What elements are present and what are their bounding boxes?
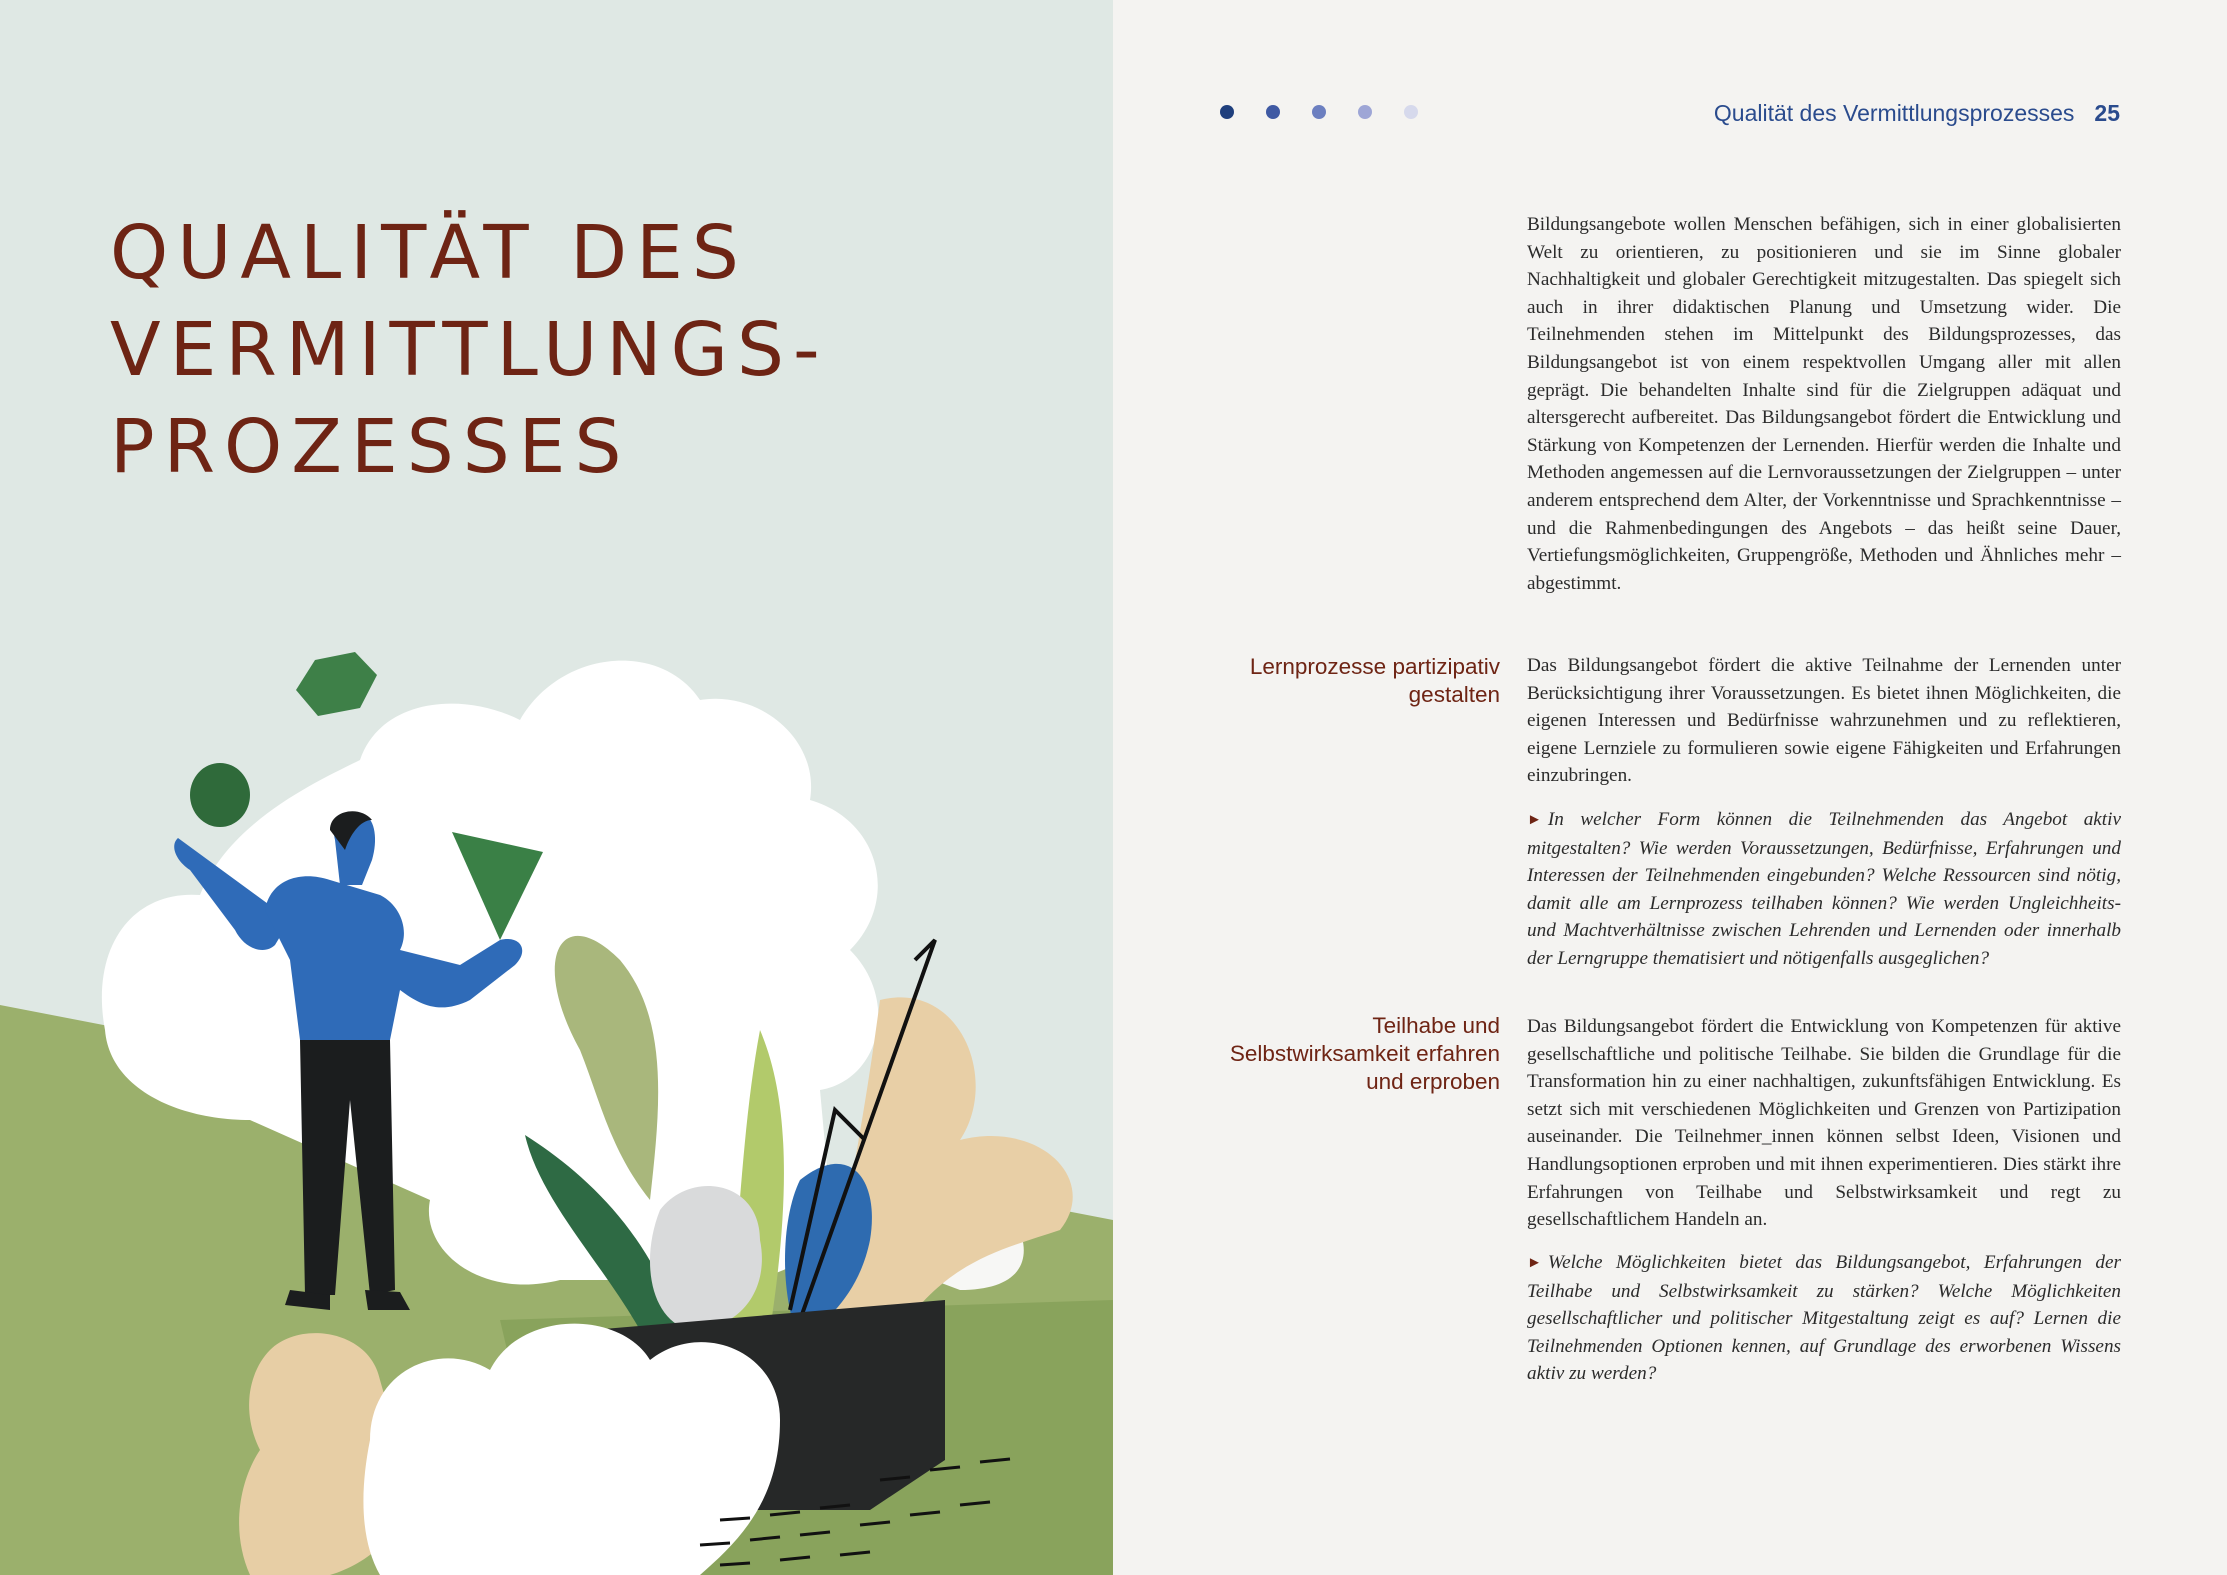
green-circle-shape [190,763,250,827]
question-text: In welcher Form können die Teilnehmenden das Angebot aktiv mitgestalten? Wie werden Voraussetzungen, Bedürfnisse, Erfahrungen und Interessen der Teilnehmenden eingebunden? Welche Ressourcen sind nötig, damit alle am Lernprozess teilhaben können? Wie werden Ungleichheits- und Machtverhältnisse zwischen Lehrenden und Lernenden oder innerhalb der Lerngruppe thematisiert und nötigenfalls ausgeglichen? [1527,809,2121,969]
progress-dot-1 [1220,105,1234,119]
progress-dot-2 [1266,105,1280,119]
section-question-participation [1527,806,2121,973]
section-heading-participation-self-efficacy: Teilhabe und Selbstwirksamkeit erfahren und erproben [1229,1013,1500,1094]
progress-dot-5 [1404,105,1418,119]
chapter-title-line-1: QUALITÄT DES [110,210,748,296]
running-head [1714,100,2120,127]
left-page [0,0,1113,1575]
pointer-arrow-icon: ► [1527,812,1542,828]
progress-dot-3 [1312,105,1326,119]
green-hexagon-shape [296,652,377,716]
page-number: 25 [2094,100,2120,126]
chapter-title [110,205,829,496]
chapter-title-line-2: VERMITTLUNGS- [110,307,829,393]
section-text-self-efficacy: Das Bildungsangebot fördert die Entwicklung von Kompetenzen für aktive gesellschaftliche und politische Teilhabe. Sie bilden die Grundlage für die Transformation hin zu einer nachhaltigen, zukunftsfähigen Entwicklung. Es setzt sich mit verschiedenen Möglichkeiten und Grenzen von Partizipation auseinander. Die Teilnehmer_innen können selbst Ideen, Visionen und Handlungsoptionen erproben und mit ihnen experimentieren. Dies stärkt ihre Erfahrungen von Teilhabe und Selbstwirksamkeit und regt zu gesellschaftlichem Handeln an. [1527,1016,2121,1231]
running-head-title: Qualität des Vermittlungsprozesses [1713,100,2075,126]
chapter-title-line-3: PROZESSES [110,404,631,490]
question-text: Welche Möglichkeiten bietet das Bildungsangebot, Erfahrungen der Teilhabe und Selbstwirksamkeit zu stärken? Welche Möglichkeiten gesellschaftlicher und politischer Mitgestaltung zeigt es auf? Lernen die Teilnehmenden Optionen kennen, auf Grundlage des erworbenen Wissens aktiv zu werden? [1527,1252,2121,1385]
progress-dot-4 [1358,105,1372,119]
section-text-participation: Das Bildungsangebot fördert die aktive Teilnahme der Lernenden unter Berücksichtigung ihrer Voraussetzungen. Es bietet ihnen Möglichkeiten, die eigenen Interessen und Bedürfnisse wahrzunehmen und zu reflektieren, eigene Lernziele zu formulieren sowie eigene Fähigkeiten und Erfahrungen einzubringen. [1527,655,2121,787]
section-question-self-efficacy [1527,1249,2121,1388]
progress-dots [1220,105,1418,119]
section-heading-participation: Lernprozesse partizipativ gestalten [1249,654,1500,707]
pointer-arrow-icon: ► [1527,1255,1542,1271]
intro-paragraph: Bildungsangebote wollen Menschen befähigen, sich in einer globalisierten Welt zu orientieren, zu positionieren und sie im Sinne globaler Nachhaltigkeit und globaler Gerechtigkeit mitzugestalten. Das spiegelt sich auch in ihrer didaktischen Planung und Umsetzung wider. Die Teilnehmenden stehen im Mittelpunkt des Bildungsprozesses, das Bildungsangebot ist von einem respektvollen Umgang aller mit allen geprägt. Die behandelten Inhalte sind für die Zielgruppen adäquat und altersgerecht aufbereitet. Das Bildungsangebot fördert die Entwicklung und Stärkung von Kompetenzen der Lernenden. Hierfür werden die Inhalte und Methoden angemessen auf die Lernvoraussetzungen der Zielgruppen – unter anderem entsprechend dem Alter, der Vorkenntnisse und Sprachkenntnisse – und die Rahmenbedingungen des Angebots – das heißt seine Dauer, Vertiefungsmöglichkeiten, Gruppengröße, Methoden und Ähnliches mehr – abgestimmt. [1527,214,2121,594]
